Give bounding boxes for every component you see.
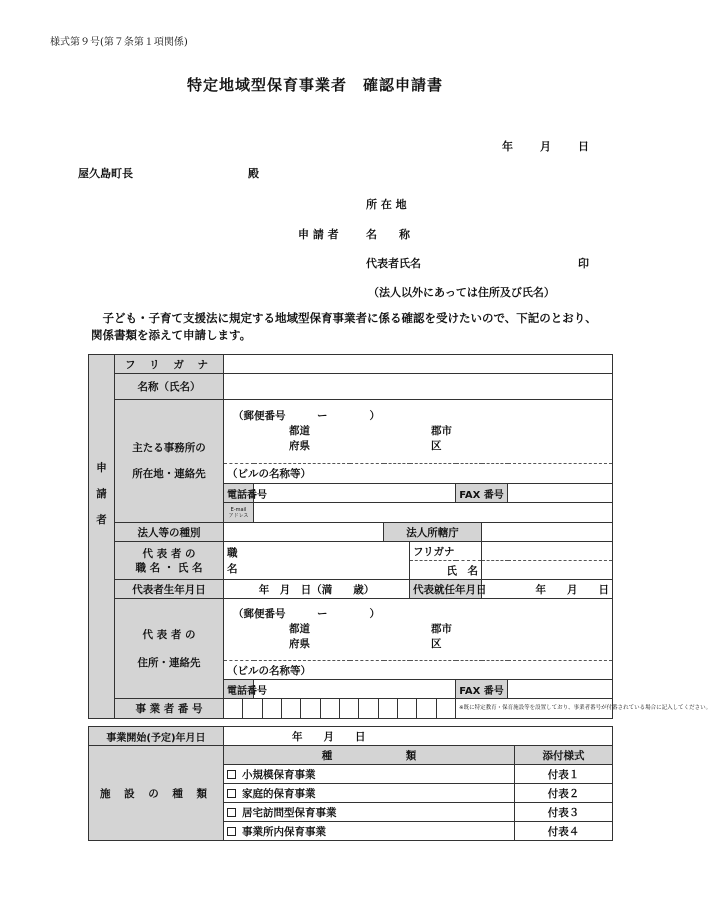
rep-birth-label: 代表者生年月日 — [115, 580, 224, 599]
facility-option-small-scale[interactable]: 小規模保育事業 — [224, 765, 515, 784]
rep-title-input[interactable] — [254, 542, 410, 580]
corp-office-label: 法人所轄庁 — [384, 523, 482, 542]
applicant-side-label: 申 請 者 — [89, 355, 115, 719]
rep-building-input[interactable]: （ビルの名称等） — [224, 661, 613, 680]
facility-option-home-visit[interactable]: 居宅訪問型保育事業 — [224, 803, 515, 822]
applicant-label: 申 請 者 — [298, 228, 339, 241]
applicant-rep-label: 代表者氏名 — [366, 257, 421, 270]
start-date-label: 事業開始(予定)年月日 — [89, 727, 224, 746]
name-input[interactable] — [224, 374, 613, 400]
date-month-label: 月 — [540, 140, 551, 153]
facility-form: 付表１ — [515, 765, 613, 784]
biz-number-label: 事 業 者 番 号 — [115, 699, 224, 719]
rep-shimei-label: 氏 名 — [410, 561, 482, 580]
applicant-location-label: 所 在 地 — [366, 198, 407, 211]
biz-number-input[interactable] — [224, 699, 456, 719]
checkbox-icon[interactable] — [227, 808, 236, 817]
corp-type-label: 法人等の種別 — [115, 523, 224, 542]
rep-fax-label: FAX 番号 — [456, 680, 508, 699]
facility-form: 付表２ — [515, 784, 613, 803]
rep-start-input[interactable]: 年 月 日 — [482, 580, 613, 599]
office-phone-label: 電話番号 — [224, 484, 254, 503]
furigana-label: フ リ ガ ナ — [115, 355, 224, 374]
name-label: 名称（氏名） — [115, 374, 224, 400]
office-building-input[interactable]: （ビルの名称等） — [224, 464, 613, 484]
corp-type-input[interactable] — [224, 523, 384, 542]
office-address-label: 主たる事務所の 所在地・連絡先 — [115, 400, 224, 523]
applicant-name-label: 名 称 — [366, 228, 410, 241]
office-email-label: E-mail アドレス — [224, 503, 254, 523]
form-number: 様式第９号(第７条第１項関係) — [50, 37, 188, 48]
facility-option-home-based[interactable]: 家庭的保育事業 — [224, 784, 515, 803]
facility-table — [88, 726, 613, 841]
rep-postal-block[interactable]: （郵便番号 ー ） 都道 郡市 府県 区 — [224, 599, 613, 661]
office-fax-input[interactable] — [508, 484, 613, 503]
corp-office-input[interactable] — [482, 523, 613, 542]
facility-kind-header: 種 類 — [224, 746, 515, 765]
rep-furigana-input[interactable] — [482, 542, 613, 561]
rep-shoku-mei-label: 職 名 — [224, 542, 254, 580]
office-phone-input[interactable] — [254, 484, 456, 503]
facility-attach-header: 添付様式 — [515, 746, 613, 765]
date-day-label: 日 — [578, 140, 589, 153]
office-postal-block[interactable]: （郵便番号 ー ） 都道 郡市 府県 区 — [224, 400, 613, 464]
facility-option-workplace[interactable]: 事業所内保育事業 — [224, 822, 515, 841]
facility-type-label: 施 設 の 種 類 — [89, 746, 224, 841]
rep-address-label: 代 表 者 の 住所・連絡先 — [115, 599, 224, 699]
applicant-note: （法人以外にあっては住所及び氏名） — [368, 286, 555, 299]
rep-phone-input[interactable] — [254, 680, 456, 699]
checkbox-icon[interactable] — [227, 770, 236, 779]
office-fax-label: FAX 番号 — [456, 484, 508, 503]
date-year-label: 年 — [502, 140, 513, 153]
biz-number-note: ※既に特定教育・保育施設等を設置しており、事業者番号が付番されている場合に記入してください。 — [456, 699, 613, 719]
document-title: 特定地域型保育事業者 確認申請書 — [186, 76, 443, 94]
furigana-input[interactable] — [224, 355, 613, 374]
rep-fax-input[interactable] — [508, 680, 613, 699]
rep-birth-input[interactable]: 年 月 日（満 歳） — [224, 580, 410, 599]
checkbox-icon[interactable] — [227, 789, 236, 798]
rep-title-name-label: 代 表 者 の 職 名 ・ 氏 名 — [115, 542, 224, 580]
rep-phone-label: 電話番号 — [224, 680, 254, 699]
application-table — [88, 354, 711, 719]
addressee-honorific: 殿 — [248, 167, 259, 180]
checkbox-icon[interactable] — [227, 827, 236, 836]
facility-form: 付表４ — [515, 822, 613, 841]
addressee-name: 屋久島町長 — [78, 167, 133, 180]
application-statement: 子ども・子育て支援法に規定する地域型保育事業者に係る確認を受けたいので、下記のとおり、関係書類を添えて申請します。 — [91, 311, 597, 342]
rep-furigana-label: フリガナ — [410, 542, 482, 561]
office-email-input[interactable] — [254, 503, 613, 523]
seal-mark: 印 — [578, 257, 589, 270]
rep-shimei-input[interactable] — [482, 561, 613, 580]
facility-form: 付表３ — [515, 803, 613, 822]
rep-start-label: 代表就任年月日 — [410, 580, 482, 599]
start-date-input[interactable]: 年 月 日 — [224, 727, 613, 746]
